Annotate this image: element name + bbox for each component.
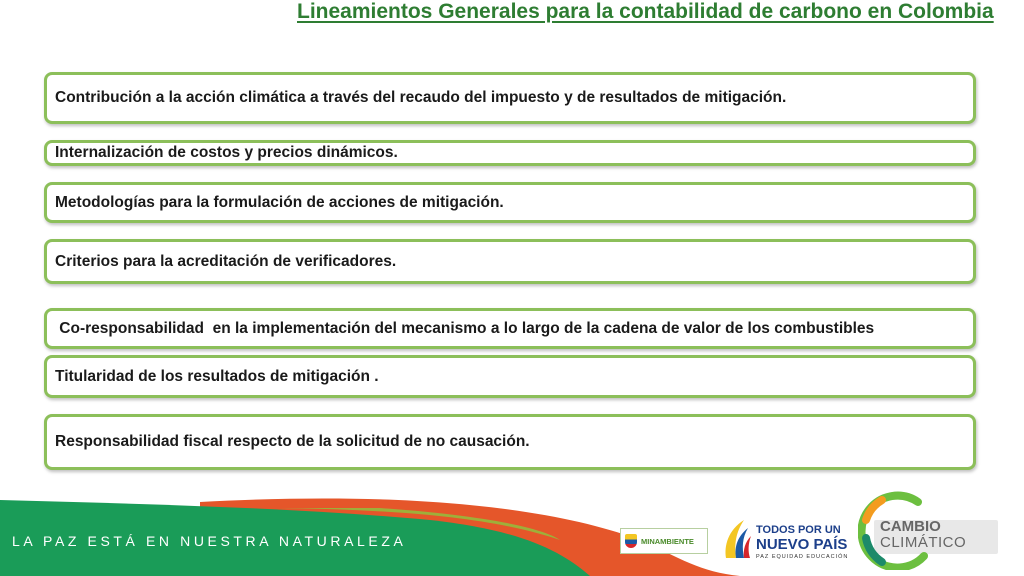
guideline-text: Criterios para la acreditación de verificadores. bbox=[55, 252, 397, 270]
colombia-crest-icon bbox=[625, 534, 637, 548]
guideline-text: Co-responsabilidad en la implementación del mecanismo a lo largo de la cadena de valor de los combustibles bbox=[55, 319, 875, 337]
guideline-item bbox=[44, 182, 976, 223]
todos-line-1: TODOS POR UN bbox=[756, 524, 841, 536]
guideline-item bbox=[44, 140, 976, 166]
todos-line-2: NUEVO PAÍS bbox=[756, 536, 848, 553]
slide-title: Lineamientos Generales para la contabilidad de carbono en Colombia bbox=[297, 0, 994, 23]
guideline-suffix: . bbox=[369, 367, 379, 385]
colombia-flag-icon bbox=[722, 516, 752, 562]
guideline-text: Metodologías para la formulación de acciones de mitigación. bbox=[55, 193, 504, 211]
guideline-item bbox=[44, 72, 976, 124]
guideline-item bbox=[44, 239, 976, 284]
todos-line-3: PAZ EQUIDAD EDUCACIÓN bbox=[756, 554, 849, 560]
guideline-text: Internalización de costos y precios dinámicos. bbox=[55, 144, 398, 161]
minambiente-label: MINAMBIENTE bbox=[641, 536, 694, 546]
cambio-line-1: CAMBIO bbox=[880, 518, 941, 535]
todos-por-un-nuevo-pais-logo bbox=[722, 510, 849, 566]
guideline-item bbox=[44, 414, 976, 470]
minambiente-logo bbox=[620, 528, 708, 554]
guideline-text: Titularidad de los resultados de mitigación bbox=[55, 367, 370, 385]
cambio-climatico-logo bbox=[858, 490, 998, 570]
guideline-text: Contribución a la acción climática a través del recaudo del impuesto y de resultados de mitigación. bbox=[55, 89, 787, 106]
guideline-item bbox=[44, 355, 976, 398]
footer-slogan: LA PAZ ESTÁ EN NUESTRA NATURALEZA bbox=[12, 533, 407, 549]
guideline-item bbox=[44, 308, 976, 349]
guideline-text: Responsabilidad fiscal respecto de la solicitud de no causación. bbox=[55, 433, 530, 450]
cambio-line-2: CLIMÁTICO bbox=[880, 534, 967, 551]
